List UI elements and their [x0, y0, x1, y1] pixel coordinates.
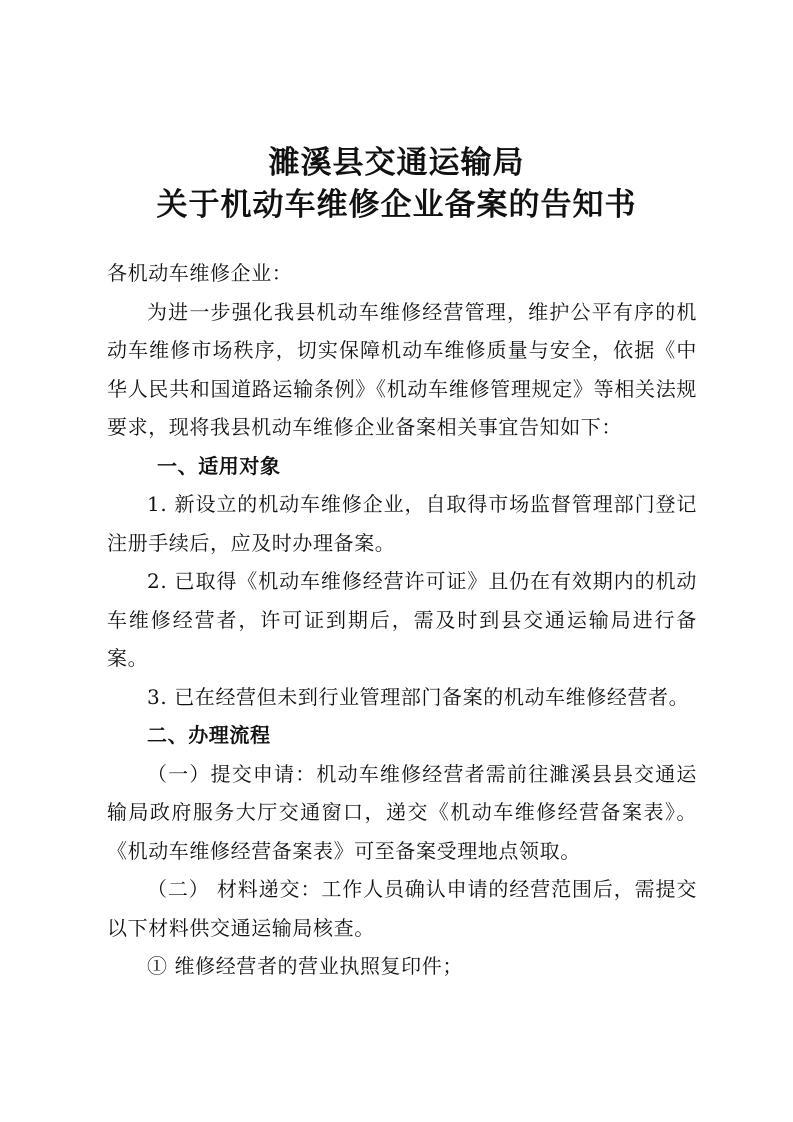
scope-item-2: 2. 已取得《机动车维修经营许可证》且仍在有效期内的机动车维修经营者，许可证到期后，需及时到县交通运输局进行备案。	[107, 569, 697, 670]
scope-item-1: 1. 新设立的机动车维修企业，自取得市场监督管理部门登记注册手续后，应及时办理备案。	[107, 492, 697, 555]
process-step-2: （二） 材料递交：工作人员确认申请的经营范围后，需提交以下材料供交通运输局核查。	[107, 877, 697, 940]
process-step-1: （一）提交申请：机动车维修经营者需前往濉溪县县交通运输局政府服务大厅交通窗口，递交《机动车维修经营备案表》。《机动车维修经营备案表》可至备案受理地点领取。	[107, 761, 697, 863]
salutation: 各机动车维修企业：	[107, 261, 293, 285]
scope-item-3: 3. 已在经营但未到行业管理部门备案的机动车维修经营者。	[147, 684, 690, 709]
section-heading-process: 二、办理流程	[147, 723, 271, 747]
document-title-line2: 关于机动车维修企业备案的告知书	[156, 187, 637, 223]
document-title-line1: 濉溪县交通运输局	[268, 145, 525, 181]
material-item-1: ① 维修经营者的营业执照复印件；	[147, 954, 463, 978]
document-body	[107, 254, 697, 986]
intro-paragraph: 为进一步强化我县机动车维修经营管理，维护公平有序的机动车维修市场秩序，切实保障机动车维修质量与安全，依据《中华人民共和国道路运输条例》《机动车维修管理规定》等相关法规要求，现将我县机动车维修企业备案相关事宜告知如下：	[107, 299, 697, 439]
section-heading-scope: 一、适用对象	[157, 453, 281, 478]
